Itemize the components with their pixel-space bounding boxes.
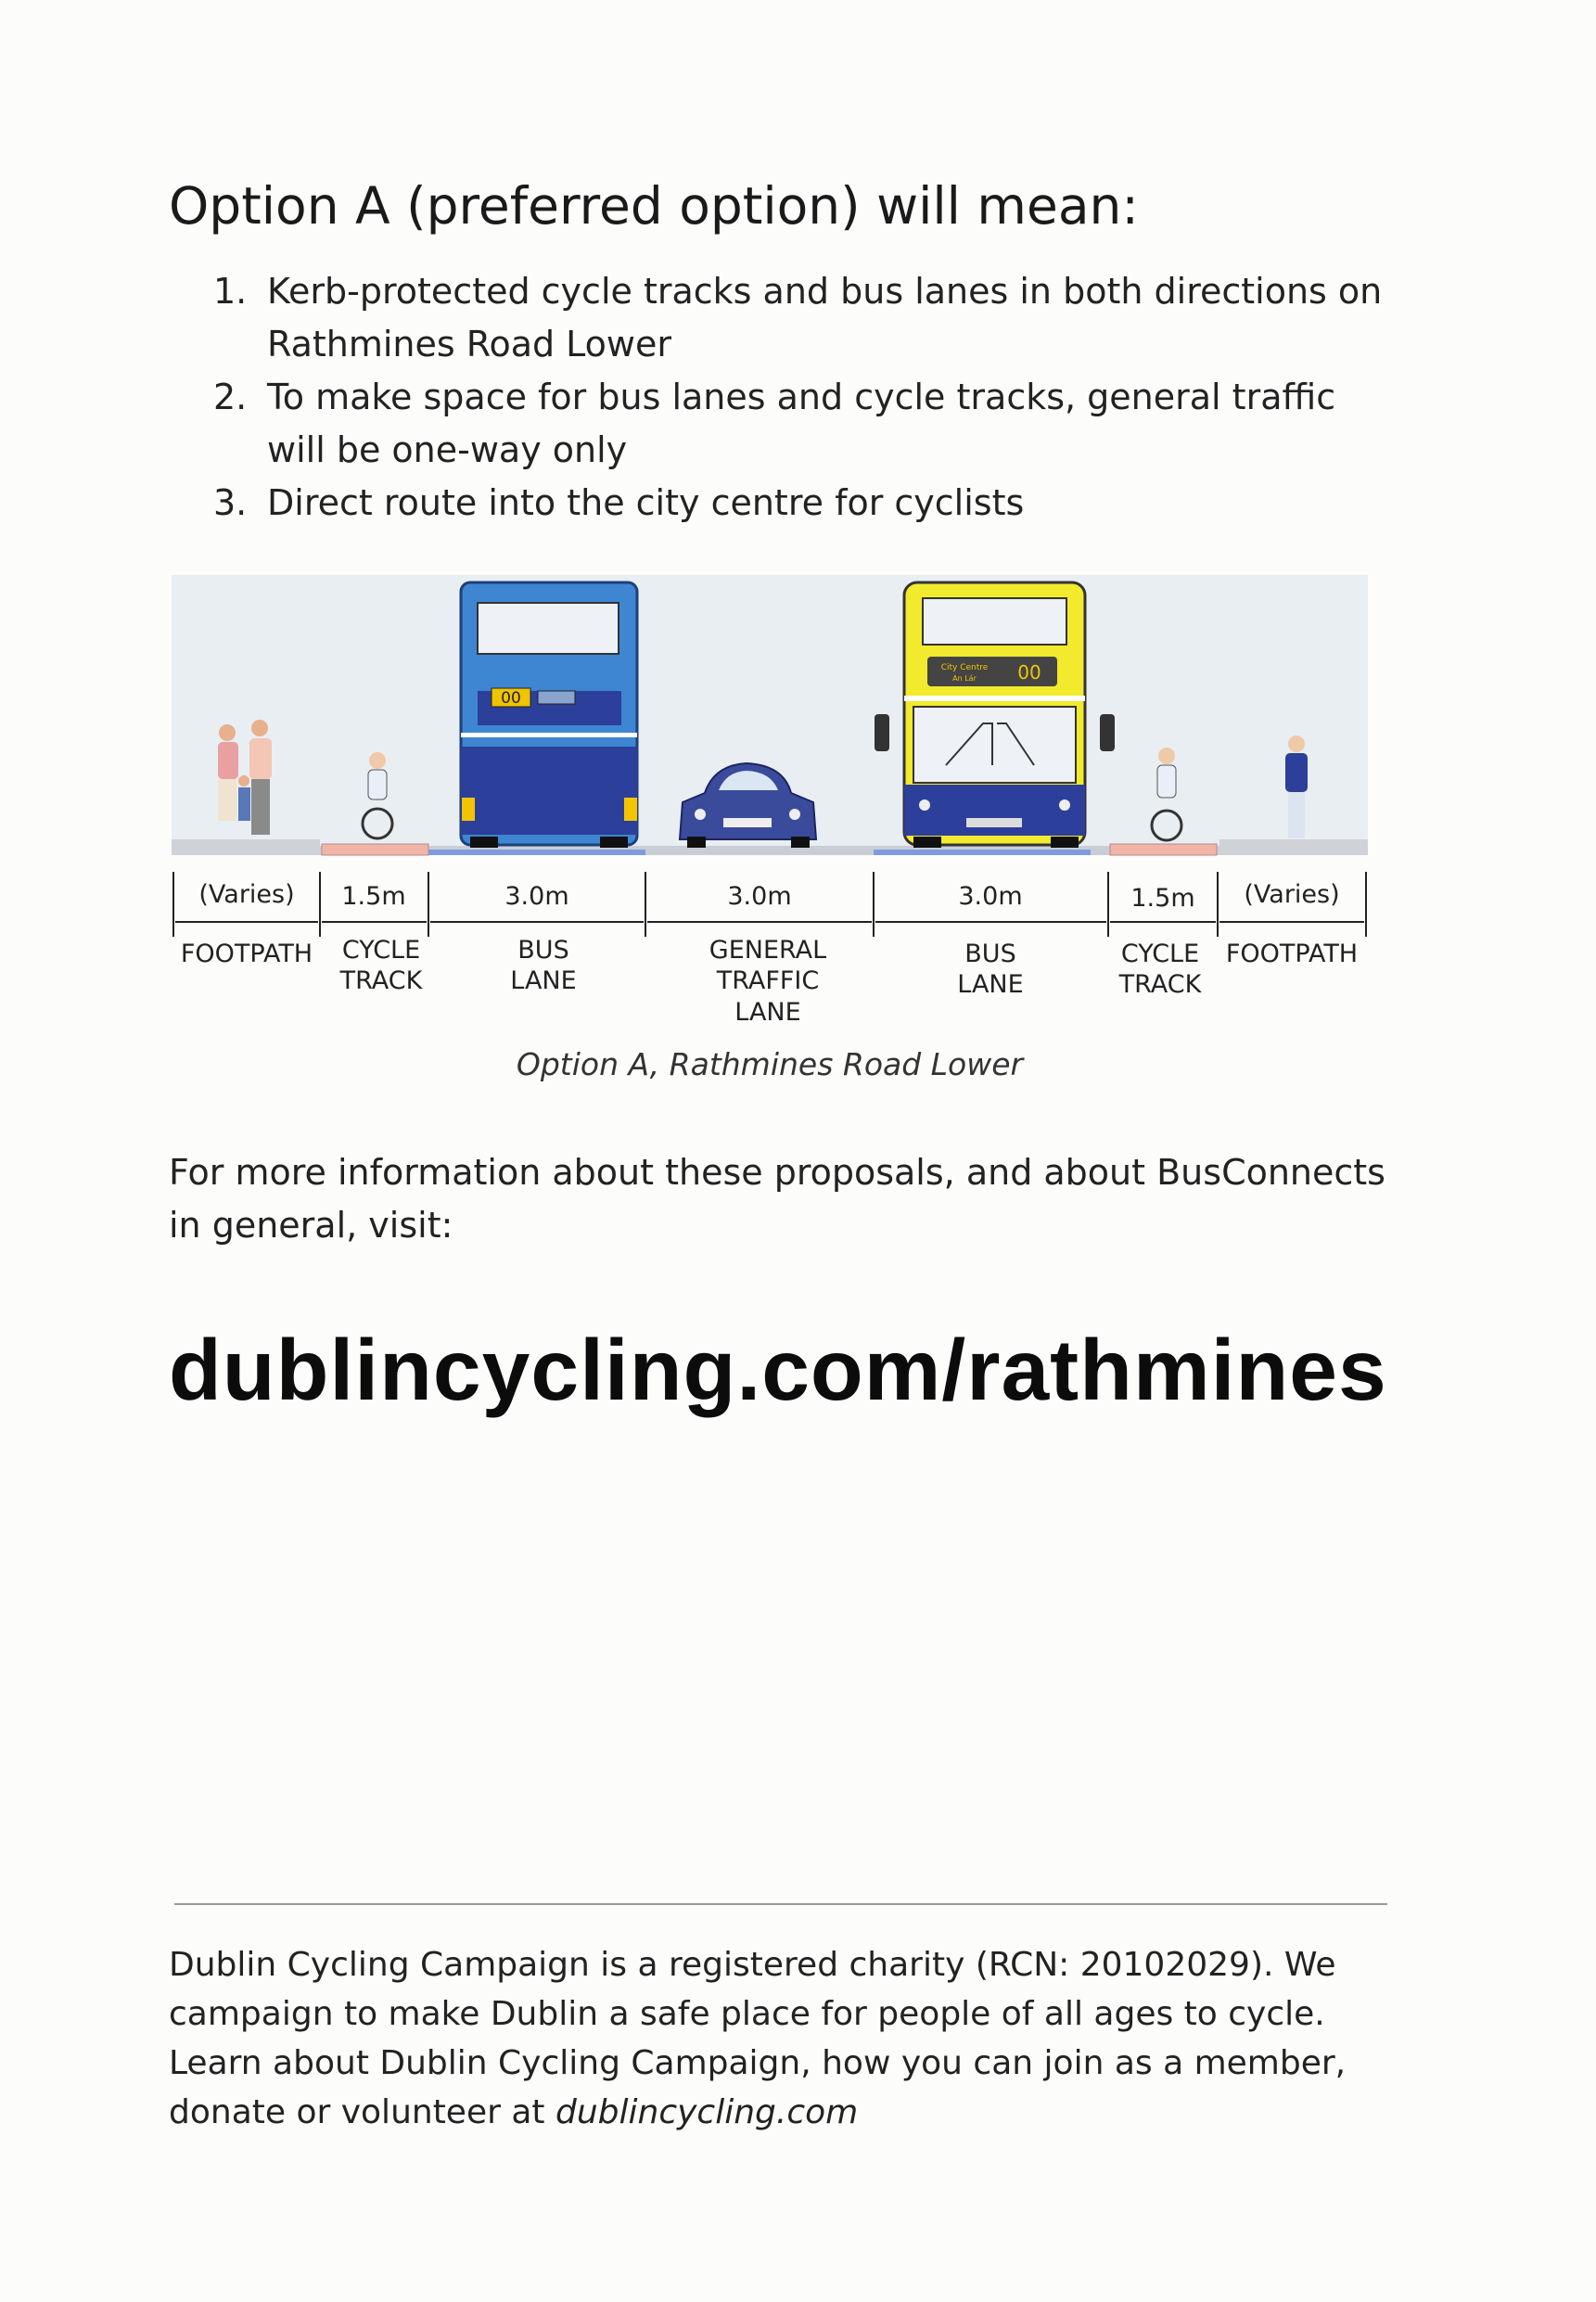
section-width-footpath-left: (Varies) [198, 880, 295, 909]
footpath-left [172, 839, 320, 855]
point-text: Direct route into the city centre for cyclists [267, 482, 1025, 523]
bus-lane-left-marking [428, 850, 645, 855]
section-label-cycle-track-left-line1: CYCLE [341, 936, 421, 965]
point-number: 3. [213, 482, 248, 523]
point-text: To make space for bus lanes and cycle tracks, general traffic will be one-way only [267, 377, 1336, 470]
section-width-cycle-track-left: 1.5m [341, 882, 406, 911]
point-number: 2. [213, 377, 248, 417]
section-label-cycle-track-left-line2: TRACK [339, 966, 423, 995]
section-width-cycle-track-right: 1.5m [1130, 884, 1195, 913]
section-label-general-traffic-line3: LANE [734, 998, 801, 1027]
option-point [213, 371, 1391, 477]
section-width-general-traffic: 3.0m [727, 882, 792, 911]
section-label-bus-lane-left-line2: LANE [510, 966, 577, 995]
campaign-url-link[interactable]: dublincycling.com/rathmines [169, 1322, 1387, 1418]
footer-body: Dublin Cycling Campaign is a registered charity (RCN: 20102029). We campaign to make Dublin a safe place for people of all ages to cycle. Learn about Dublin Cycling Campaign, how you can join as a member, donate or volunteer at [169, 1946, 1347, 2131]
figure-caption: Option A, Rathmines Road Lower [516, 1046, 1024, 1082]
section-label-bus-lane-left-line1: BUS [517, 936, 569, 965]
section-label-general-traffic-line2: TRAFFIC [716, 966, 820, 995]
section-label-cycle-track-right-line1: CYCLE [1120, 940, 1200, 968]
bus-lane-right-marking [874, 850, 1091, 855]
bus-left-icon [461, 582, 637, 848]
section-label-general-traffic-line1: GENERAL [709, 936, 827, 965]
cycle-track-left [322, 844, 428, 855]
footer-website-link[interactable]: dublincycling.com [555, 2093, 859, 2131]
option-point [213, 477, 1391, 530]
section-width-footpath-right: (Varies) [1244, 880, 1340, 909]
street-cross-section-diagram [172, 575, 1368, 1039]
option-points-list [213, 265, 1391, 530]
option-point [213, 265, 1391, 371]
page-heading: Option A (preferred option) will mean: [169, 176, 1139, 236]
footer-divider [174, 1903, 1387, 1905]
point-text: Kerb-protected cycle tracks and bus lanes in both directions on Rathmines Road Lower [267, 271, 1383, 364]
bus-right-destination-line2: An Lár [952, 674, 977, 683]
bus-right-route: 00 [1017, 661, 1041, 684]
section-label-footpath-right: FOOTPATH [1225, 940, 1359, 968]
section-width-bus-lane-left: 3.0m [504, 882, 569, 911]
street-cross-section-figure [172, 575, 1368, 1039]
footer-text [169, 1940, 1411, 2137]
more-info-text: For more information about these proposals, and about BusConnects in general, visit: [169, 1152, 1385, 1246]
section-label-footpath-left: FOOTPATH [180, 940, 313, 968]
footpath-right [1219, 839, 1368, 855]
bus-right-icon [875, 582, 1115, 848]
bus-left-route: 00 [501, 689, 521, 708]
bus-right-destination-line1: City Centre [940, 663, 989, 672]
cycle-track-right [1110, 844, 1217, 855]
section-label-bus-lane-right-line1: BUS [964, 940, 1016, 968]
section-label-bus-lane-right-line2: LANE [957, 970, 1024, 999]
section-width-bus-lane-right: 3.0m [958, 882, 1023, 911]
section-label-cycle-track-right-line2: TRACK [1118, 970, 1202, 999]
point-number: 1. [213, 271, 248, 312]
